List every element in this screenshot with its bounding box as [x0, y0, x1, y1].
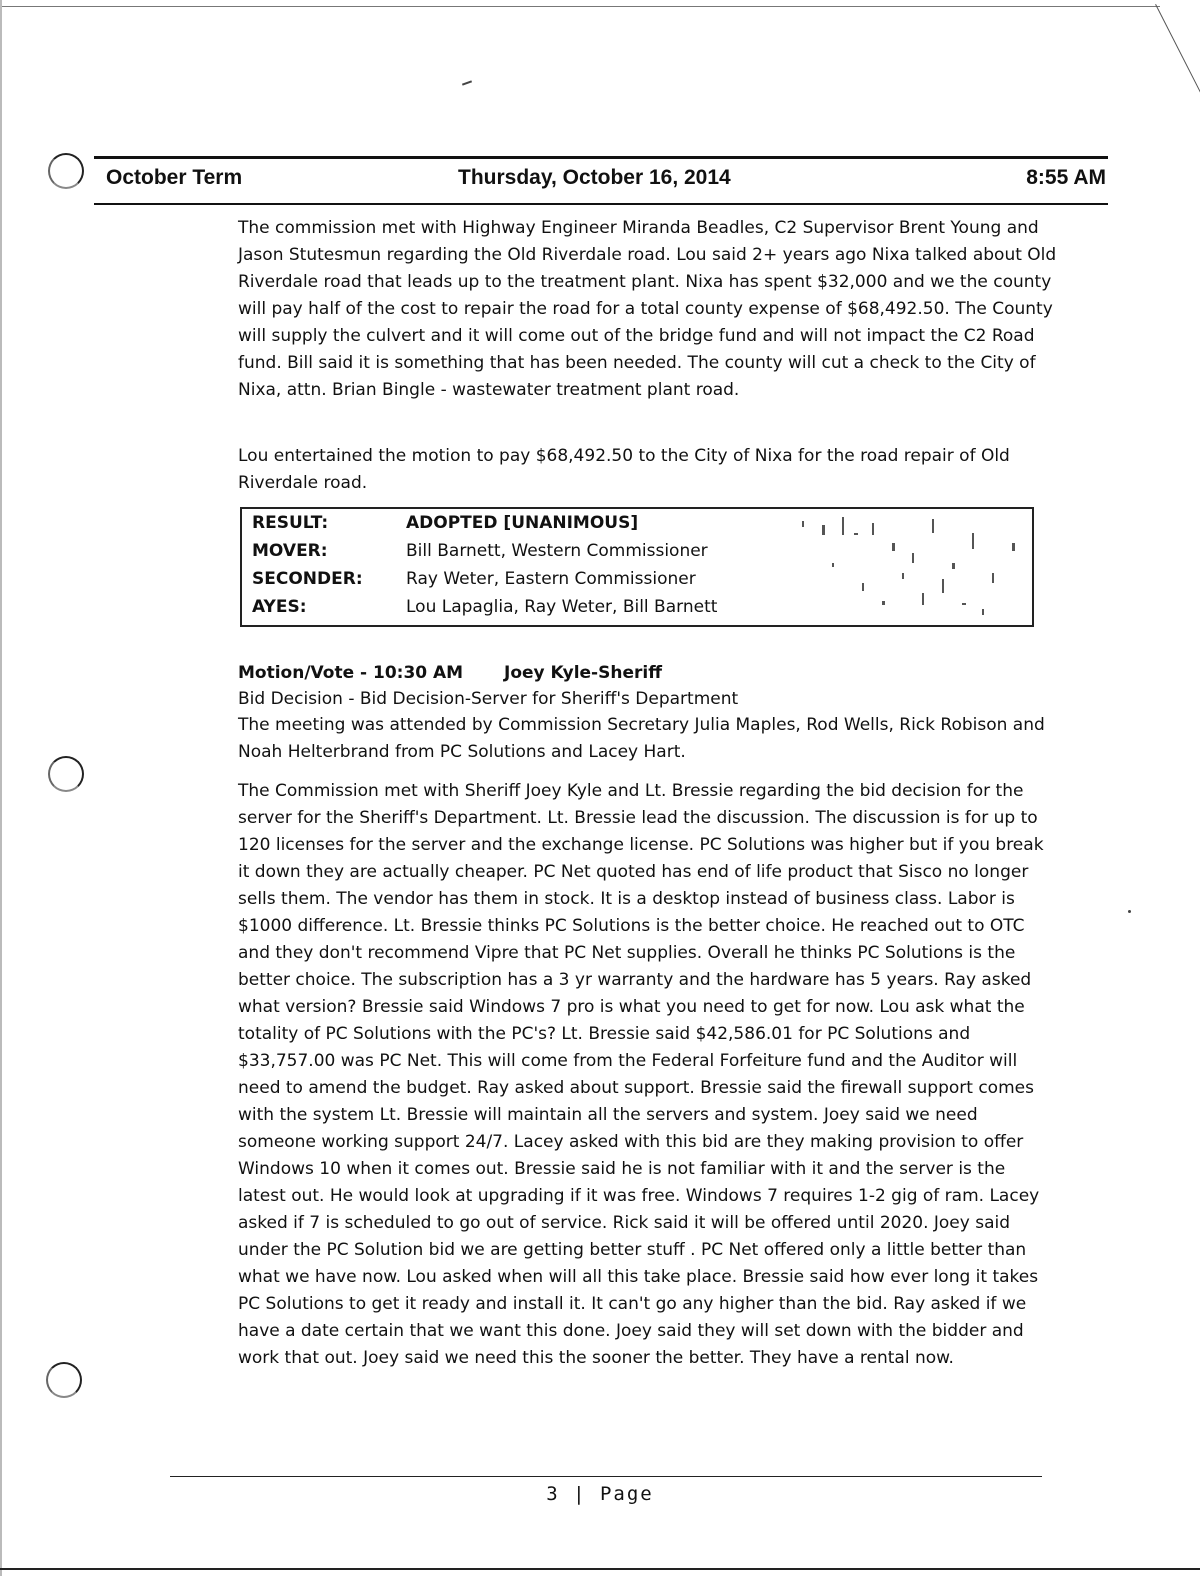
ayes-value: Lou Lapaglia, Ray Weter, Bill Barnett	[406, 597, 718, 617]
header-rule-top	[94, 156, 1108, 159]
result-value: ADOPTED [UNANIMOUS]	[406, 513, 639, 533]
punch-hole-icon	[46, 1362, 82, 1398]
header-date: Thursday, October 16, 2014	[458, 166, 731, 189]
motion-label: Motion/Vote - 10:30 AM	[238, 663, 464, 683]
punch-hole-icon	[48, 756, 84, 792]
seconder-value: Ray Weter, Eastern Commissioner	[406, 569, 696, 589]
seconder-row	[252, 569, 1022, 595]
mover-row	[252, 541, 1022, 567]
mover-value: Bill Barnett, Western Commissioner	[406, 541, 708, 561]
vote-result-box	[240, 507, 1034, 627]
scan-dot	[1128, 910, 1131, 913]
motion-title: Joey Kyle-Sheriff	[504, 663, 662, 683]
ayes-label: AYES:	[252, 597, 307, 617]
paragraph-attendance: The meeting was attended by Commission Secretary Julia Maples, Rod Wells, Rick Robison and Noah Helterbrand from PC Solutions and Lacey Hart.	[238, 715, 1045, 762]
footer-rule	[170, 1476, 1042, 1477]
scan-mark	[462, 80, 472, 85]
page-edge-fold	[1155, 4, 1200, 94]
mover-label: MOVER:	[252, 541, 328, 561]
ayes-row	[252, 597, 1022, 623]
page-number: 3 | Page	[546, 1483, 654, 1505]
page-edge-top	[0, 6, 1160, 7]
punch-hole-icon	[48, 153, 84, 189]
page-edge-bottom	[0, 1568, 1200, 1570]
result-row	[252, 513, 1022, 539]
paragraph-road-repair: The commission met with Highway Engineer Miranda Beadles, C2 Supervisor Brent Young and Jason Stutesmun regarding the Old Riverdale road. Lou said 2+ years ago Nixa talked about Old Riverdale road that leads up to the treatment plant. Nixa has spent $32,000 and we the county will pay half of the cost to repair the road for a total county expense of $68,492.50. The County will supply the culvert and it will come out of the bridge fund and will not impact the C2 Road fund. Bill said it is something that has been needed. The county will cut a check to the City of Nixa, attn. Brian Bingle - wastewater treatment plant road.	[238, 218, 1057, 400]
header-time: 8:55 AM	[1026, 166, 1106, 189]
bid-decision-line: Bid Decision - Bid Decision-Server for Sheriff's Department	[238, 689, 739, 709]
page-header	[106, 166, 1106, 196]
page-edge-left	[0, 0, 2, 1576]
paragraph-bid-discussion: The Commission met with Sheriff Joey Kyle and Lt. Bressie regarding the bid decision for the server for the Sheriff's Department. Lt. Bressie lead the discussion. The discussion is for up to 120 licenses for the server and the exchange license. PC Solutions was higher but if you break it down they are actually cheaper. PC Net quoted has end of life product that Sisco no longer sells them. The vendor has them in stock. It is a desktop instead of business class. Labor is $1000 difference. Lt. Bressie thinks PC Solutions is the better choice. He reached out to OTC and they don't recommend Vipre that PC Net supplies. Overall he thinks PC Solutions is the better choice. The subscription has a 3 yr warranty and the hardware has 5 years. Ray asked what version? Bressie said Windows 7 pro is what you need to get for now. Lou ask what the totality of PC Solutions with the PC's? Lt. Bressie said $42,586.01 for PC Solutions and $33,757.00 was PC Net. This will come from the Federal Forfeiture fund and the Auditor will need to amend the budget. Ray asked about support. Bressie said the firewall support comes with the system Lt. Bressie will maintain all the servers and system. Joey said we need someone working support 24/7. Lacey asked with this bid are they making provision to offer Windows 10 when it comes out. Bressie said he is not familiar with it and the server is the latest out. He would look at upgrading if it was free. Windows 7 requires 1-2 gig of ram. Lacey asked if 7 is scheduled to go out of service. Rick said it will be offered until 2020. Joey said under the PC Solution bid we are getting better stuff . PC Net offered only a little better than what we have now. Lou asked when will all this take place. Bressie said how ever long it takes PC Solutions to get it ready and install it. It can't go any higher than the bid. Ray asked if we have a date certain that we want this done. Joey said they will set down with the bidder and work that out. Joey said we need this the sooner the better. They have a rental now.	[238, 781, 1044, 1368]
seconder-label: SECONDER:	[252, 569, 363, 589]
header-term: October Term	[106, 166, 243, 189]
header-rule-bottom	[94, 203, 1108, 205]
result-label: RESULT:	[252, 513, 329, 533]
paragraph-motion: Lou entertained the motion to pay $68,492.50 to the City of Nixa for the road repair of Old Riverdale road.	[238, 446, 1010, 493]
